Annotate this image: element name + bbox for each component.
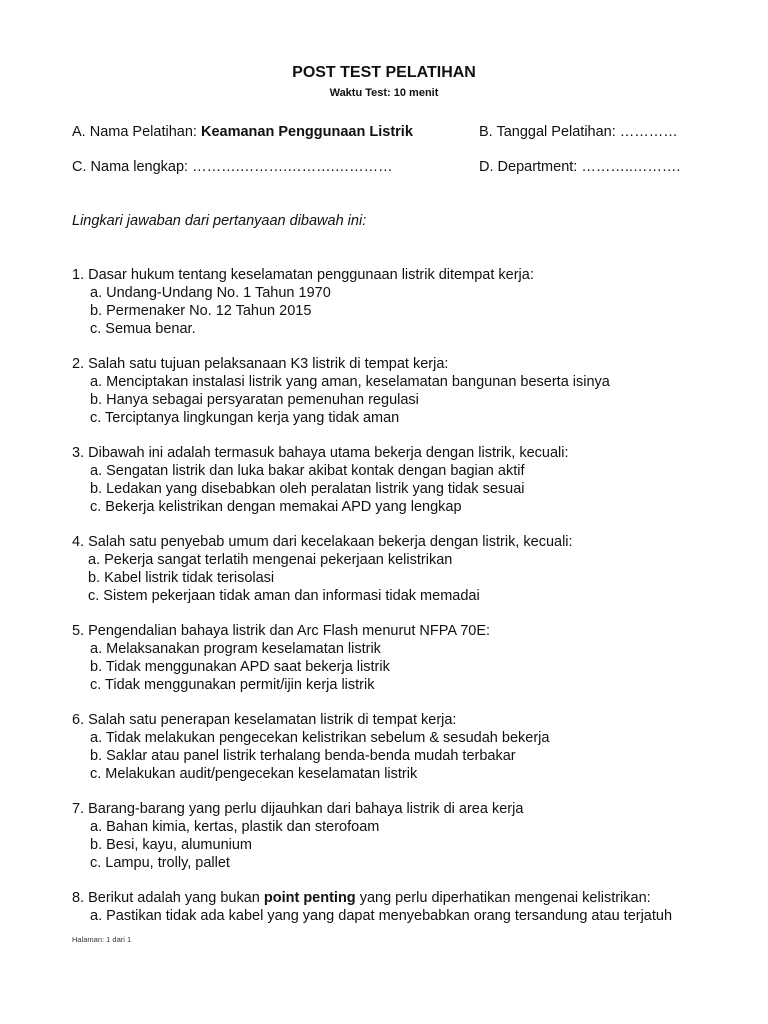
field-training-date: B. Tanggal Pelatihan: ………… xyxy=(479,124,678,140)
field-full-name: C. Nama lengkap: ……….……….……….………… xyxy=(72,159,393,175)
question-6 xyxy=(72,711,722,783)
question-stem: 1. Dasar hukum tentang keselamatan penggunaan listrik ditempat kerja: xyxy=(72,267,534,283)
answer-option: a. Melaksanakan program keselamatan listrik xyxy=(90,641,381,657)
answer-option: a. Bahan kimia, kertas, plastik dan sterofoam xyxy=(90,819,380,835)
instruction-text: Lingkari jawaban dari pertanyaan dibawah ini: xyxy=(72,213,367,229)
question-list xyxy=(72,266,722,942)
field-department: D. Department: ………..………. xyxy=(479,159,681,175)
question-7 xyxy=(72,800,722,872)
question-8 xyxy=(72,889,722,925)
field-training-name-value: Keamanan Penggunaan Listrik xyxy=(200,124,413,140)
question-stem-start: 8. Berikut adalah yang bukan xyxy=(72,890,264,906)
page-subtitle: Waktu Test: 10 menit xyxy=(329,87,439,99)
answer-option: b. Besi, kayu, alumunium xyxy=(90,837,252,853)
answer-option: c. Bekerja kelistrikan dengan memakai APD yang lengkap xyxy=(90,499,462,515)
question-5 xyxy=(72,622,722,694)
question-4 xyxy=(72,533,722,605)
answer-option: c. Sistem pekerjaan tidak aman dan informasi tidak memadai xyxy=(88,588,480,604)
question-stem: 3. Dibawah ini adalah termasuk bahaya utama bekerja dengan listrik, kecuali: xyxy=(72,445,569,461)
answer-option: c. Tidak menggunakan permit/ijin kerja listrik xyxy=(90,677,375,693)
answer-option: b. Permenaker No. 12 Tahun 2015 xyxy=(90,303,312,319)
question-2 xyxy=(72,355,722,427)
question-stem-emphasis: point penting xyxy=(263,890,356,906)
page-footer: Halaman: 1 dari 1 xyxy=(72,935,132,944)
answer-option: a. Menciptakan instalasi listrik yang aman, keselamatan bangunan beserta isinya xyxy=(90,374,610,390)
answer-option: c. Semua benar. xyxy=(90,321,196,337)
question-3 xyxy=(72,444,722,516)
answer-option: b. Ledakan yang disebabkan oleh peralatan listrik yang tidak sesuai xyxy=(90,481,525,497)
page-title: POST TEST PELATIHAN xyxy=(292,64,476,81)
answer-option: a. Tidak melakukan pengecekan kelistrikan sebelum & sesudah bekerja xyxy=(90,730,550,746)
question-stem: 7. Barang-barang yang perlu dijauhkan dari bahaya listrik di area kerja xyxy=(72,801,524,817)
question-stem: 6. Salah satu penerapan keselamatan listrik di tempat kerja: xyxy=(72,712,457,728)
answer-option: c. Lampu, trolly, pallet xyxy=(90,855,230,871)
question-stem xyxy=(72,889,722,907)
question-stem: 4. Salah satu penyebab umum dari kecelakaan bekerja dengan listrik, kecuali: xyxy=(72,534,573,550)
question-1 xyxy=(72,266,722,338)
answer-option: a. Sengatan listrik dan luka bakar akibat kontak dengan bagian aktif xyxy=(90,463,525,479)
field-training-name-label: A. Nama Pelatihan: xyxy=(72,124,197,140)
answer-option: b. Kabel listrik tidak terisolasi xyxy=(88,570,275,586)
answer-option: b. Saklar atau panel listrik terhalang benda-benda mudah terbakar xyxy=(90,748,516,764)
answer-option: c. Melakukan audit/pengecekan keselamatan listrik xyxy=(90,766,418,782)
question-stem-end: yang perlu diperhatikan mengenai kelistrikan: xyxy=(355,890,651,906)
answer-option: b. Tidak menggunakan APD saat bekerja listrik xyxy=(90,659,390,675)
question-stem: 2. Salah satu tujuan pelaksanaan K3 listrik di tempat kerja: xyxy=(72,356,449,372)
answer-option: b. Hanya sebagai persyaratan pemenuhan regulasi xyxy=(90,392,419,408)
answer-option: a. Undang-Undang No. 1 Tahun 1970 xyxy=(90,285,331,301)
answer-option: a. Pastikan tidak ada kabel yang yang dapat menyebabkan orang tersandung atau terjatuh xyxy=(90,908,673,924)
field-training-name xyxy=(72,124,413,140)
answer-option: a. Pekerja sangat terlatih mengenai pekerjaan kelistrikan xyxy=(88,552,453,568)
question-stem: 5. Pengendalian bahaya listrik dan Arc Flash menurut NFPA 70E: xyxy=(72,623,491,639)
answer-option: c. Terciptanya lingkungan kerja yang tidak aman xyxy=(90,410,400,426)
